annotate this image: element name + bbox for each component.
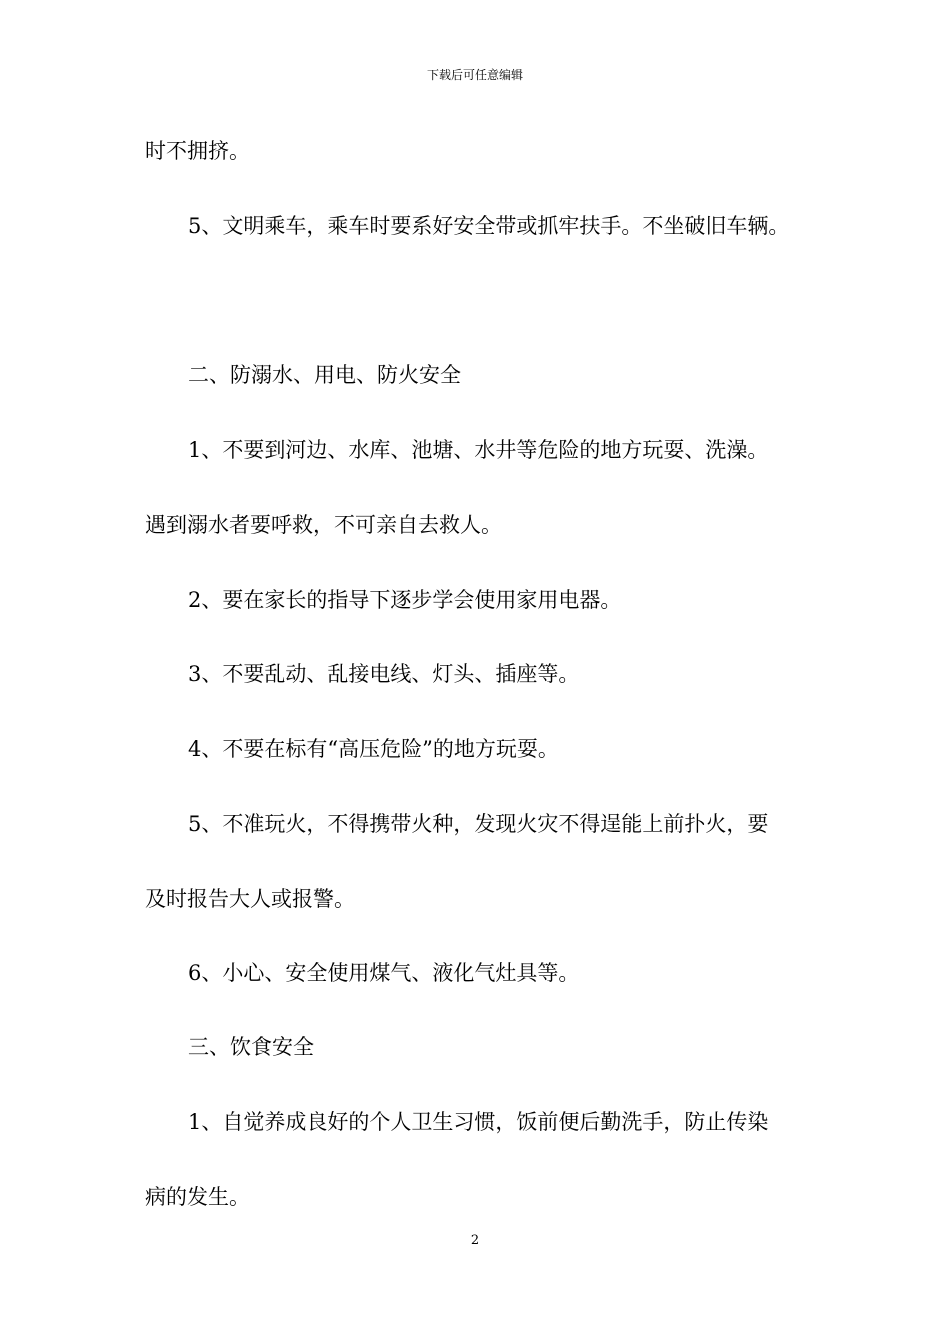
text-line: 5、不准玩火，不得携带火种，发现火灾不得逞能上前扑火，要 — [188, 812, 769, 836]
text-line: 1、自觉养成良好的个人卫生习惯，饭前便后勤洗手，防止传染 — [188, 1110, 769, 1134]
text-line: 3、不要乱动、乱接电线、灯头、插座等。 — [188, 662, 580, 686]
text-line: 4、不要在标有“高压危险”的地方玩耍。 — [188, 737, 559, 761]
page-number: 2 — [470, 1233, 480, 1248]
section-heading: 二、防溺水、用电、防火安全 — [188, 363, 461, 387]
text-line: 时不拥挤。 — [145, 139, 250, 163]
text-line: 及时报告大人或报警。 — [145, 887, 355, 911]
page-header: 下载后可任意编辑 — [426, 68, 523, 82]
text-line: 病的发生。 — [145, 1185, 250, 1209]
text-line: 5、文明乘车，乘车时要系好安全带或抓牢扶手。不坐破旧车辆。 — [188, 214, 790, 238]
text-line: 2、要在家长的指导下逐步学会使用家用电器。 — [188, 588, 622, 612]
text-line: 1、不要到河边、水库、池塘、水井等危险的地方玩耍、洗澡。 — [188, 438, 769, 462]
text-line: 遇到溺水者要呼救，不可亲自去救人。 — [145, 513, 502, 537]
section-heading: 三、饮食安全 — [188, 1035, 314, 1059]
text-line: 6、小心、安全使用煤气、液化气灶具等。 — [188, 961, 580, 985]
